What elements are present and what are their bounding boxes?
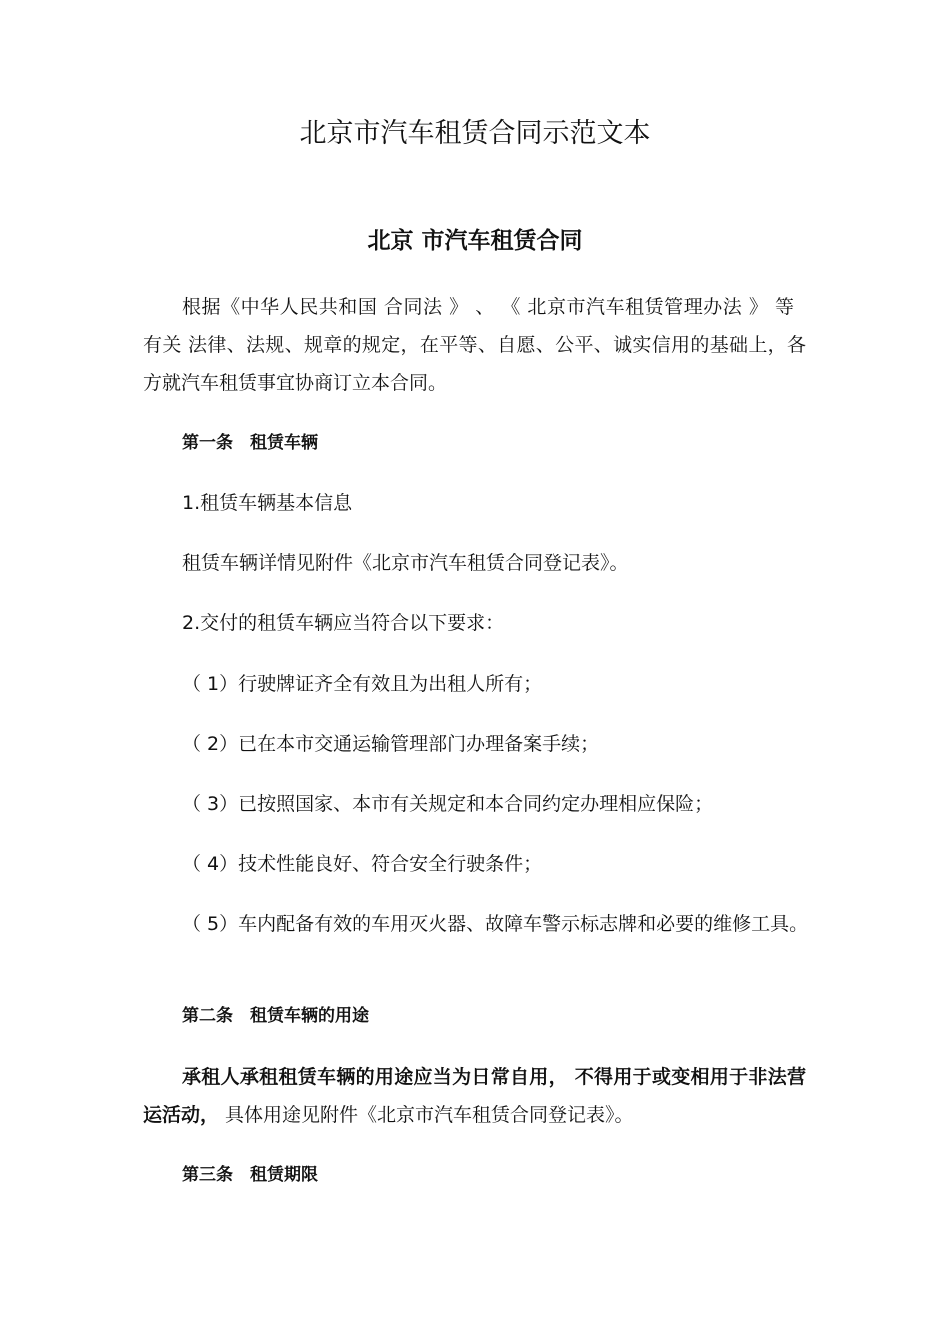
requirement-item: （ 3）已按照国家、本市有关规定和本合同约定办理相应保险； <box>182 793 714 815</box>
contract-subtitle: 北京 市汽车租赁合同 <box>367 228 583 254</box>
article-1-heading: 第一条 租赁车辆 <box>182 433 318 453</box>
article-1-item-2-title: 2.交付的租赁车辆应当符合以下要求： <box>182 612 505 634</box>
article-2-line-1: 承租人承租租赁车辆的用途应当为日常自用， 不得用于或变相用于非法营 <box>182 1066 806 1088</box>
article-2-heading: 第二条 租赁车辆的用途 <box>182 1006 369 1026</box>
requirement-item: （ 2）已在本市交通运输管理部门办理备案手续； <box>182 733 600 755</box>
article-3-heading: 第三条 租赁期限 <box>182 1165 318 1185</box>
requirement-item: （ 4）技术性能良好、符合安全行驶条件； <box>182 853 543 875</box>
requirement-item: （ 5）车内配备有效的车用灭火器、故障车警示标志牌和必要的维修工具。 <box>182 913 809 935</box>
article-1-item-1-title: 1.租赁车辆基本信息 <box>182 492 353 514</box>
preamble-line-1: 根据《中华人民共和国 合同法 》 、 《 北京市汽车租赁管理办法 》 等 <box>182 296 794 318</box>
article-1-item-1-text: 租赁车辆详情见附件《北京市汽车租赁合同登记表》。 <box>182 552 629 574</box>
preamble-line-3: 方就汽车租赁事宜协商订立本合同。 <box>143 372 448 394</box>
preamble-line-2: 有关 法律、法规、规章的规定，在平等、自愿、公平、诚实信用的基础上，各 <box>143 334 806 356</box>
document-title: 北京市汽车租赁合同示范文本 <box>299 118 651 149</box>
article-2-line-2 <box>143 1103 634 1127</box>
article-2-line-2-bold: 运活动， <box>143 1104 220 1126</box>
requirement-item: （ 1）行驶牌证齐全有效且为出租人所有； <box>182 673 543 695</box>
article-2-line-2-rest: 具体用途见附件《北京市汽车租赁合同登记表》。 <box>219 1104 634 1126</box>
